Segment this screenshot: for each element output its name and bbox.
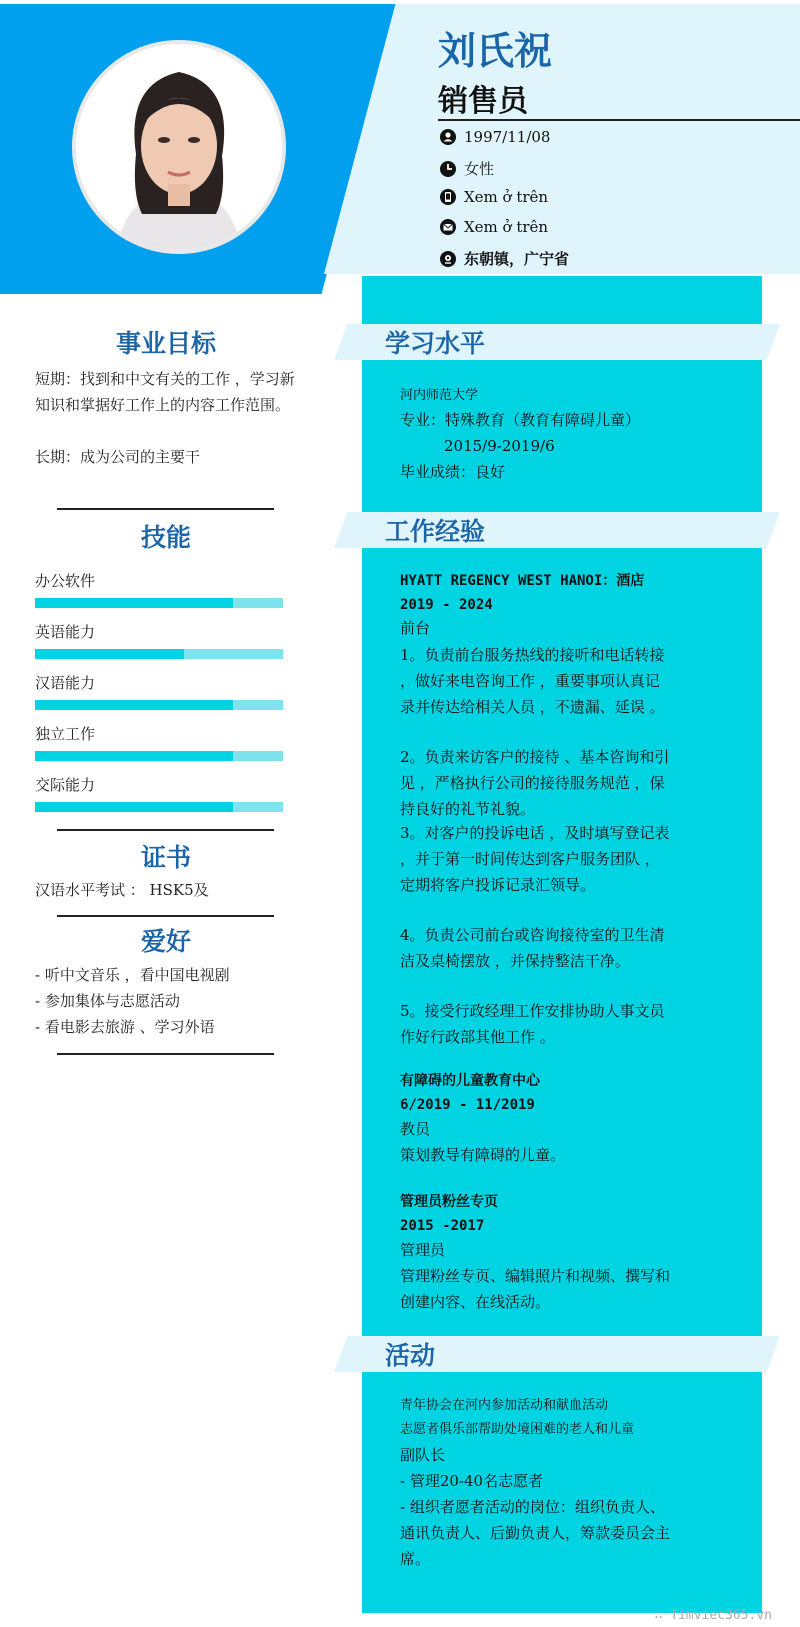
job-desc: 5。接受行政经理工作安排协助人事文员作好行政部其他工作 。 [400,1002,665,1046]
job-role: 管理员 [400,1241,446,1259]
skill-bar-fill [35,751,233,761]
info-phone [440,188,548,206]
skill-bar [35,649,283,659]
mail-icon [440,219,456,235]
hobbies-title: 爱好 [140,927,191,956]
objective-title: 事业目标 [115,329,216,358]
education-title: 学习水平 [385,329,486,358]
info-text: 女性 [464,160,495,178]
job-desc: 2。负责来访客户的接待 、基本咨询和引见 ，严格执行公司的接待服务规范 ，保持良好的礼节礼貌。 [400,748,670,818]
activity-org: 青年协会在河内参加活动和献血活动 [400,1398,609,1413]
education-school: 河内师范大学 [400,388,479,403]
divider [438,119,800,121]
activity-role: 副队长 [400,1446,446,1464]
divider [57,508,274,510]
phone-icon [440,189,456,205]
skill-label: 办公软件 [35,572,96,590]
activity-org: 志愿者俱乐部帮助处境困难的老人和儿童 [400,1422,635,1437]
skill-bar-fill [35,649,184,659]
watermark: ∴ Timviec365.vn [654,1608,772,1623]
hobby-item: - 看电影去旅游 、学习外语 [35,1018,215,1036]
divider [57,1053,274,1055]
info-text: Xem ở trên [464,188,549,206]
certificates-title: 证书 [140,843,191,872]
skill-label: 交际能力 [35,776,96,794]
info-text: 东朝镇，广宁省 [464,250,570,268]
activity-item: - 组织者愿者活动的岗位：组织负责人、通讯负责人、后勤负责人，筹款委员会主席。 [400,1498,671,1568]
info-birthdate [440,128,550,146]
info-gender [440,158,494,179]
skill-bar-fill [35,700,233,710]
skill-label: 英语能力 [35,623,96,641]
skill-bar [35,802,283,812]
info-email [440,218,548,236]
clock-icon [440,161,456,177]
job-period: 2019 - 2024 [400,597,493,613]
education-grade: 毕业成绩：良好 [400,463,506,481]
experience-title: 工作经验 [385,517,486,546]
job-company: 管理员粉丝专页 [400,1194,498,1210]
avatar [72,40,286,254]
education-major: 专业：特殊教育（教育有障碍儿童） [400,411,641,429]
job-company: HYATT REGENCY WEST HANOI：酒店 [400,573,645,589]
job-desc: 3。对客户的投诉电话 ，及时填写登记表 ，并于第一时间传达到客户服务团队 ，定期将客户投诉记录汇领导。 [400,824,670,894]
job-desc: 4。负责公司前台或咨询接待室的卫生清洁及桌椅摆放 ，并保持整洁干净。 [400,926,665,970]
user-icon [440,129,456,145]
skill-bar [35,700,283,710]
skill-label: 独立工作 [35,725,96,743]
divider [57,915,274,917]
certificate-text: 汉语水平考试 ： HSK5及 [35,881,209,899]
divider [57,829,274,831]
education-period: 2015/9-2019/6 [444,437,555,455]
job-role: 教员 [400,1120,431,1138]
activities-title: 活动 [385,1341,436,1370]
objective-long: 长期：成为公司的主要干 [35,448,201,466]
header-light-band [324,4,800,274]
skills-title: 技能 [140,523,191,552]
location-icon [440,251,456,267]
candidate-name: 刘氏祝 [438,29,553,73]
skill-bar [35,751,283,761]
job-desc: 1。负责前台服务热线的接听和电话转接 ，做好来电咨询工作 ，重要事项认真记录并传达给相关人员 ，不遗漏、延误 。 [400,646,665,716]
info-text: 1997/11/08 [464,128,551,146]
activity-item: - 管理20-40名志愿者 [400,1472,544,1490]
job-period: 6/2019 - 11/2019 [400,1097,535,1113]
job-title: 销售员 [438,84,528,119]
job-company: 有障碍的儿童教育中心 [400,1073,540,1089]
job-desc: 管理粉丝专页、编辑照片和视频、撰写和创建内容、在线活动。 [400,1267,671,1311]
skill-bar [35,598,283,608]
skill-label: 汉语能力 [35,674,96,692]
objective-short: 短期：找到和中文有关的工作 ，学习新知识和掌据好工作上的内容工作范围。 [35,370,295,414]
hobby-item: - 参加集体与志愿活动 [35,992,180,1010]
skill-bar-fill [35,598,233,608]
info-text: Xem ở trên [464,218,549,236]
job-period: 2015 -2017 [400,1218,485,1234]
hobby-item: - 听中文音乐 ，看中国电视剧 [35,966,230,984]
job-role: 前台 [400,619,431,637]
skill-bar-fill [35,802,233,812]
job-desc: 策划教导有障碍的儿童。 [400,1146,566,1164]
info-address [440,248,569,269]
